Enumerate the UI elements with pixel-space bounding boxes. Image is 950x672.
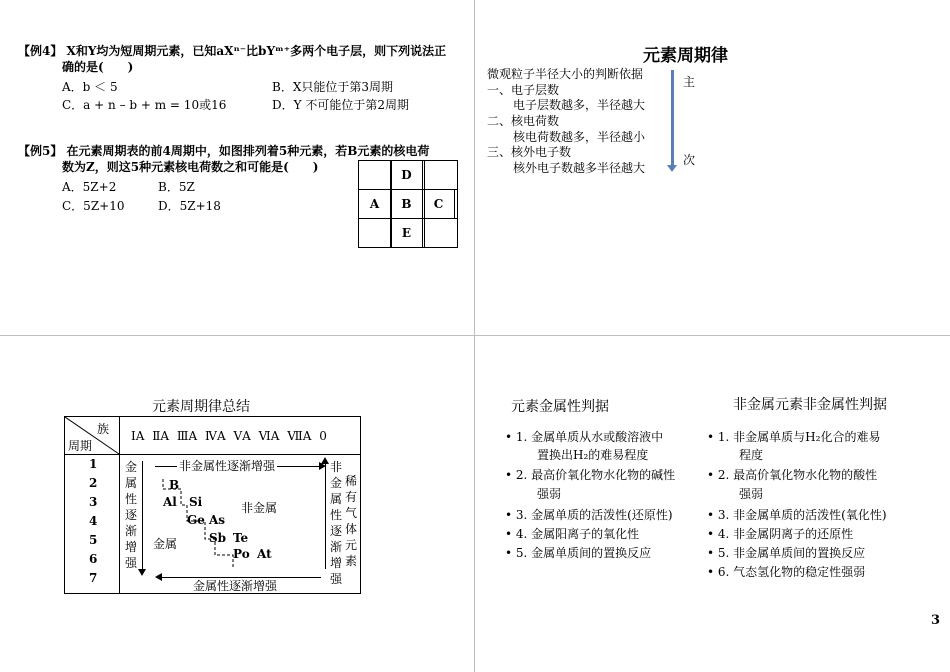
grid-cell-d: D [391,161,423,190]
ex5-option-a: A．5Z+2 [62,180,117,194]
period-6: 6 [89,552,98,566]
period-4: 4 [89,514,98,528]
left-arrow-head-icon [138,569,146,576]
secondary-label: 次 [683,153,696,167]
item-3: 三、核外电子数 [487,145,572,159]
element-al: Al [163,495,177,509]
nonmetal-item-1-cont: 程度 [739,448,764,462]
group-0: 0 [319,429,327,443]
ex5-option-b: B．5Z [158,180,195,194]
page-number: 3 [930,613,940,628]
grid-cell-b: B [391,190,423,219]
nonmetal-item-4: • 4. 非金属阴离子的还原性 [707,527,854,541]
metal-item-2-cont: 强弱 [537,487,562,501]
grid-middle-col-lines [391,160,425,248]
slide-criteria [475,336,950,672]
nonmetal-item-3: • 3. 非金属单质的活泼性(氧化性) [707,508,887,522]
metal-item-3: • 3. 金属单质的活泼性(还原性) [505,508,673,522]
right-arrow-line [325,463,326,569]
metal-criteria-title: 元素金属性判据 [511,399,609,415]
period-2: 2 [89,476,98,490]
group-headers [131,429,327,443]
right-vertical-label-2: 稀有气体元素 [345,474,358,568]
ex4-option-a: A．b ＜ 5 [62,80,118,94]
top-arrow-label: 非金属性逐渐增强 [179,459,276,473]
element-as: As [209,513,226,527]
period-3: 3 [89,495,98,509]
nonmetal-item-1: • 1. 非金属单质与H₂化合的难易 [707,430,881,444]
left-vertical-label: 金属性逐渐增强 [125,460,138,570]
right-vertical-label-1: 非金属性逐渐增强 [330,460,343,586]
slide-examples [0,0,475,336]
metal-item-1-cont: 置换出H₂的难易程度 [537,448,649,462]
periodic-summary-table [64,416,361,594]
header-period-label: 周期 [68,439,93,453]
item-2: 二、核电荷数 [487,114,560,128]
element-at: At [257,547,272,561]
element-ge: Ge [187,513,205,527]
ex4-line1: 【例4】 X和Y均为短周期元素，已知aXⁿ⁻比bYᵐ⁺多两个电子层，则下列说法正 [18,44,447,58]
group-2: ⅡA [152,429,170,443]
nonmetal-item-5: • 5. 非金属单质间的置换反应 [707,546,866,560]
metal-item-4: • 4. 金属阳离子的氧化性 [505,527,640,541]
period-1: 1 [89,457,98,471]
header-group-label: 族 [97,422,110,436]
ex4-line2: 确的是( ) [62,60,134,74]
element-b: B [169,478,180,492]
group-5: ⅤA [233,429,251,443]
ex5-option-c: C．5Z+10 [62,199,125,213]
group-6: ⅥA [258,429,280,443]
bottom-arrow-label: 金属性逐渐增强 [193,579,278,593]
group-4: ⅣA [204,429,226,443]
ex5-line1: 【例5】 在元素周期表的前4周期中，如图排列着5种元素，若B元素的核电荷 [18,144,430,158]
grid-cell-c: C [423,190,455,219]
summary-title: 元素周期律总结 [152,399,250,415]
group-1: ⅠA [131,429,145,443]
item-1: 一、电子层数 [487,83,560,97]
item-2-desc: 核电荷数越多，半径越小 [513,130,646,144]
ex4-option-d: D．Y 不可能位于第2周期 [272,98,409,112]
group-3: ⅢA [176,429,198,443]
nonmetal-item-2: • 2. 最高价氧化物水化物的酸性 [707,468,878,482]
period-7: 7 [89,571,98,585]
grid-cell-a: A [359,190,391,219]
element-sb: Sb [209,531,227,545]
ex4-option-b: B．X只能位于第3周期 [272,80,393,94]
slide-summary-table [0,336,475,672]
left-arrow-line [142,461,143,571]
priority-arrow-icon [671,70,674,166]
nonmetal-criteria-title: 非金属元素非金属性判据 [733,397,887,413]
slide-title: 元素周期律 [643,46,728,66]
ex5-line2: 数为Z，则这5种元素核电荷数之和可能是( ) [62,160,319,174]
metal-item-5: • 5. 金属单质间的置换反应 [505,546,652,560]
item-3-desc: 核外电子数越多半径越大 [513,161,646,175]
ex5-option-d: D．5Z+18 [158,199,221,213]
grid-cell-e: E [391,219,423,248]
period-5: 5 [89,533,98,547]
metal-item-1: • 1. 金属单质从水或酸溶液中 [505,430,664,444]
slide-periodic-law [475,0,950,336]
item-1-desc: 电子层数越多，半径越大 [513,98,646,112]
nonmetal-region-label: 非金属 [241,501,278,515]
nonmetal-item-6: • 6. 气态氢化物的稳定性强弱 [707,565,866,579]
nonmetal-item-2-cont: 强弱 [739,487,764,501]
primary-label: 主 [683,75,696,89]
element-te: Te [233,531,249,545]
element-po: Po [233,547,250,561]
metal-item-2: • 2. 最高价氧化物水化物的碱性 [505,468,676,482]
right-arrow-head-icon [321,457,329,464]
ex4-option-c: C．a + n – b + m = 10或16 [62,98,227,112]
element-si: Si [189,495,203,509]
metal-region-label: 金属 [153,537,178,551]
heading: 微观粒子半径大小的判断依据 [487,67,644,81]
group-7: ⅦA [287,429,312,443]
